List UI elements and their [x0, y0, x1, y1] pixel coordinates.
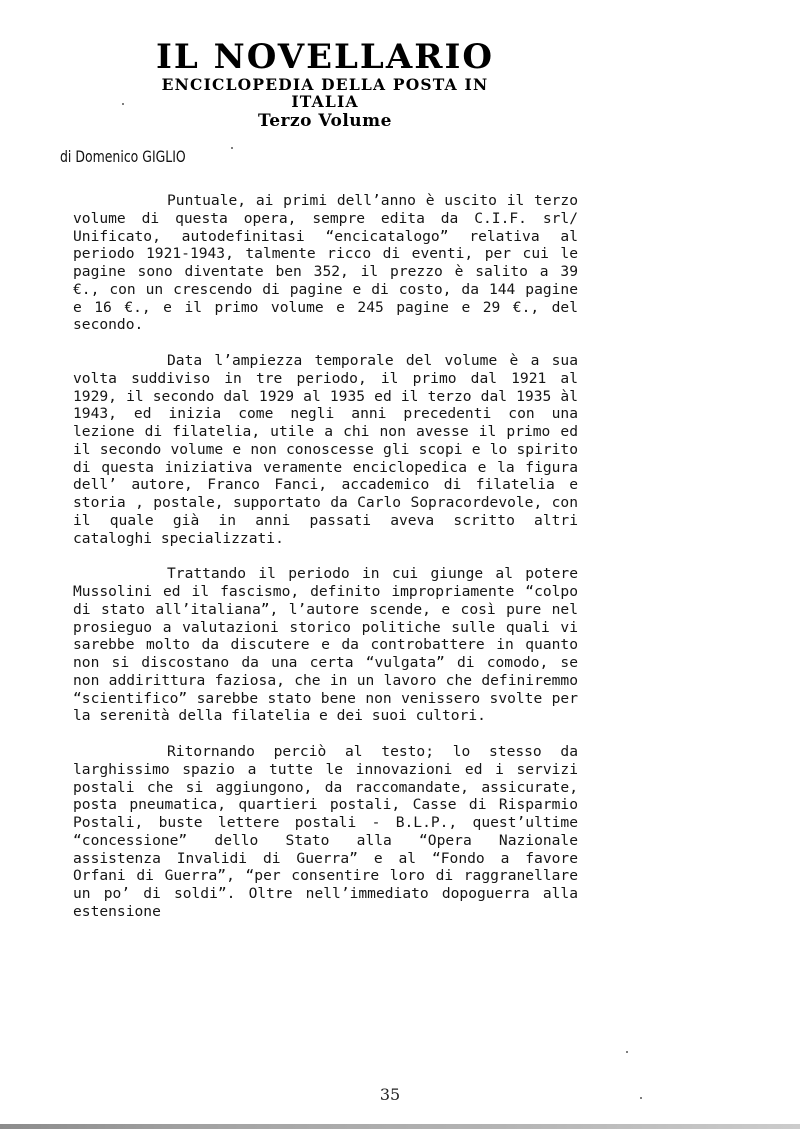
document-subtitle: ENCICLOPEDIA DELLA POSTA IN — [161, 75, 489, 94]
scan-speck — [231, 147, 233, 149]
document-title: IL NOVELLARIO — [155, 37, 494, 77]
paragraph-2: Data l’ampiezza temporale del volume è a sua volta suddiviso in tre periodo, il primo dal 1921 al 1929, il secondo dal 1929 al 1935 ed il terzo dal 1935 àl 1943, ed inizia come negli anni precedenti con una lezione di filatelia, utile a chi non avesse il primo ed il secondo volume e non conoscesse gli scopi e lo spirito di questa iniziativa veramente enciclopedica e la figura dell’ autore, Franco Fanci, accademico di filatelia e storia , postale, supportato da Carlo Sopracordevole, con il quale già in anni passati aveva scritto altri cataloghi specializzati. — [73, 352, 578, 547]
page-number: 35 — [379, 1085, 401, 1104]
scan-speck — [626, 1051, 628, 1053]
paragraph-4: Ritornando perciò al testo; lo stesso da larghissimo spazio a tutte le innovazioni ed i servizi postali che si aggiungono, da raccomandate, assicurate, posta pneumatica, quartieri postali, Casse di Risparmio Postali, buste lettere postali - B.L.P., quest’ultime “concessione” dello Stato alla “Opera Nazionale assistenza Invalidi di Guerra” e al “Fondo a favore Orfani di Guerra”, “per consentire loro di raggranellare un po’ di soldi”. Oltre nell’immediato dopoguerra alla estensione — [73, 743, 578, 920]
paragraph-3: Trattando il periodo in cui giunge al potere Mussolini ed il fascismo, definito impropriamente “colpo di stato all’italiana”, l’autore scende, e così pure nel prosieguo a valutazioni storico politiche sulle quali vi sarebbe molto da discutere e da controbattere in quanto non si discostano da una certa “vulgata” di comodo, se non addirittura faziosa, che in un lavoro che definiremmo “scientifico” sarebbe stato bene non venissero svolte per la serenità della filatelia e dei suoi cultori. — [73, 565, 578, 725]
volume-label: Terzo Volume — [258, 111, 392, 131]
author-byline: di Domenico GIGLIO — [60, 147, 186, 166]
masthead — [0, 38, 650, 132]
scan-speck — [640, 1097, 642, 1099]
paragraph-1: Puntuale, ai primi dell’anno è uscito il terzo volume di questa opera, sempre edita da C.I.F. srl/ Unificato, autodefinitasi “encicatalogo” relativa al periodo 1921-1943, talmente ricco di eventi, per cui le pagine sono diventate ben 352, il prezzo è salito a 39 €., con un crescendo di pagine e di costo, da 144 pagine e 16 €., e il primo volume e 245 pagine e 29 €., del secondo. — [73, 192, 578, 334]
scan-speck — [122, 103, 124, 105]
scan-bottom-edge — [0, 1124, 800, 1129]
article-body — [73, 192, 578, 921]
document-subtitle-continued: ITALIA — [291, 92, 359, 111]
